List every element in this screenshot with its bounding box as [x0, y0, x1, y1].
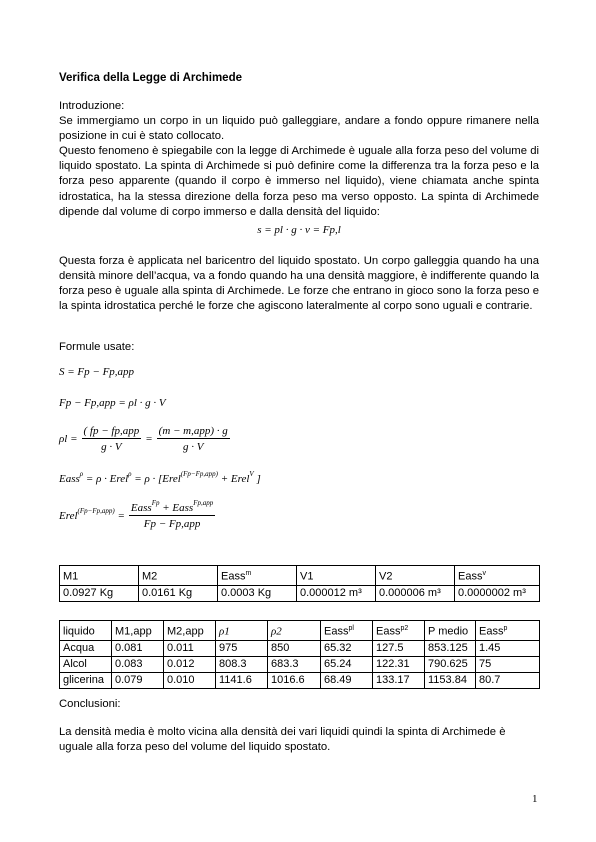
table-cell: 75 — [476, 656, 540, 672]
table-cell: 133.17 — [373, 672, 425, 688]
intro-paragraph-2: Questo fenomeno è spiegabile con la legge di Archimede è uguale alla forza peso del volume di liquido spostato. La spinta di Archimede si può definire come la differenza tra la forza peso e la forza peso apparente (quando il corpo è immerso nel liquido), viene chiamata anche spinta idrostatica, ha la stessa direzione della forza peso ma verso opposto. La spinta di Archimede dipende dal volume di corpo immerso e dalla densità del liquido: — [59, 145, 539, 218]
table-cell: 1141.6 — [216, 672, 268, 688]
formula-5-den: Fp − Fp,app — [143, 518, 201, 530]
intro-heading: Introduzione: — [59, 100, 125, 112]
table-header-cell: Eass$^{pl}$ — [321, 621, 373, 641]
liquids-table — [59, 620, 540, 689]
intro-section — [59, 99, 539, 220]
table-cell: glicerina — [60, 672, 112, 688]
formula-4-part: + Erel — [217, 473, 250, 485]
table-header-cell: Eass$^v$ — [455, 566, 540, 586]
table-header-row — [60, 621, 540, 641]
formula-4-sup: V — [249, 470, 254, 478]
table-cell: 0.0161 Kg — [139, 585, 218, 601]
formulas-heading: Formule usate: — [59, 341, 135, 353]
table-cell: 65.24 — [321, 656, 373, 672]
formula-5-part: Erel — [59, 510, 78, 522]
table-cell: 1.45 — [476, 640, 540, 656]
formula-5-part: + Eass — [159, 502, 194, 514]
formula-5-part: Eass — [130, 502, 152, 514]
formula-3-den-2: g · V — [182, 441, 204, 453]
formula-5-part: = — [114, 510, 125, 522]
formula-4-part: ] — [253, 473, 261, 485]
table-cell: Acqua — [60, 640, 112, 656]
table-row — [60, 672, 540, 688]
formula-4-part: Eass — [59, 473, 80, 485]
formula-3-fraction-2 — [157, 425, 230, 453]
table-cell: Alcol — [60, 656, 112, 672]
table-cell: 0.011 — [164, 640, 216, 656]
table-cell: 0.083 — [112, 656, 164, 672]
table-cell: 850 — [268, 640, 321, 656]
conclusions-text: La densità media è molto vicina alla densità dei vari liquidi quindi la spinta di Archimede è uguale alla forza peso del volume del liquido spostato. — [59, 726, 506, 754]
intro-paragraph-1: Se immergiamo un corpo in un liquido può galleggiare, andare a fondo oppure rimanere nella posizione in cui è stato collocato. — [59, 115, 539, 143]
table-cell: 0.010 — [164, 672, 216, 688]
formula-5-sup: Fp,app — [193, 499, 214, 507]
formula-4 — [59, 470, 261, 485]
table-cell: 683.3 — [268, 656, 321, 672]
formula-5-sup: Fp — [151, 499, 160, 507]
formula-3-equals: = — [145, 433, 153, 445]
formula-4-part: = ρ · Erel — [83, 473, 129, 485]
table-cell: 1153.84 — [425, 672, 476, 688]
formula-4-part: = ρ · [Erel — [131, 473, 181, 485]
table-cell: 0.0000002 m³ — [455, 585, 540, 601]
table-header-cell: M2,app — [164, 621, 216, 641]
table-row — [60, 656, 540, 672]
formula-4-sup: ρ — [79, 470, 84, 478]
table-header-cell: Eass$^p$ — [476, 621, 540, 641]
formula-1: S = Fp − Fp,app — [59, 366, 135, 378]
table-header-cell: Eass$^{p2}$ — [373, 621, 425, 641]
table-row — [60, 585, 540, 601]
table-cell: 853.125 — [425, 640, 476, 656]
table-header-cell: ρ2 — [268, 621, 321, 641]
table-cell: 0.081 — [112, 640, 164, 656]
page-number: 1 — [532, 793, 538, 805]
table-cell: 127.5 — [373, 640, 425, 656]
formula-3-num-2: (m − m,app) · g — [158, 425, 228, 437]
formula-3-fraction-1 — [82, 425, 142, 453]
table-cell: 65.32 — [321, 640, 373, 656]
table-cell: 0.079 — [112, 672, 164, 688]
table-header-cell: P medio — [425, 621, 476, 641]
table-header-cell: M2 — [139, 566, 218, 586]
table-cell: 0.0927 Kg — [60, 585, 139, 601]
table-header-cell: M1 — [60, 566, 139, 586]
document-title: Verifica della Legge di Archimede — [59, 72, 243, 84]
archimedes-equation: s = pl · g · v = Fp,l — [257, 224, 341, 236]
intro-paragraph-3: Questa forza è applicata nel baricentro del liquido spostato. Un corpo galleggia quando ha una densità minore dell’acqua, va a fondo quando ha una densità maggiore, è indifferente quando la forza peso è uguale alla spinta di Archimede. Le forze che entrano in gioco sono la forza peso e la spinta idrostatica perché le forze che agiscono lateralmente al corpo sono uguali e contrarie. — [59, 255, 539, 313]
table-header-cell: V2 — [376, 566, 455, 586]
table-cell: 122.31 — [373, 656, 425, 672]
formula-4-sup: (Fp−Fp,app) — [180, 470, 218, 478]
table-header-cell: M1,app — [112, 621, 164, 641]
table-cell: 0.000006 m³ — [376, 585, 455, 601]
formula-3-lhs: ρl = — [59, 433, 78, 445]
formula-5-sup: (Fp−Fp,app) — [77, 507, 115, 515]
formula-5-fraction — [129, 499, 215, 530]
table-cell: 0.012 — [164, 656, 216, 672]
table-header-cell: V1 — [297, 566, 376, 586]
table-cell: 975 — [216, 640, 268, 656]
table-cell: 0.000012 m³ — [297, 585, 376, 601]
formula-4-sup: ρ — [128, 470, 132, 478]
formula-3-den-1: g · V — [101, 441, 122, 453]
table-cell: 790.625 — [425, 656, 476, 672]
table-cell: 80.7 — [476, 672, 540, 688]
formula-3-num-1: ( fp − fp,app — [83, 425, 140, 437]
formula-3 — [59, 425, 230, 453]
formula-5-num — [129, 499, 215, 516]
table-header-cell: Eass$^m$ — [218, 566, 297, 586]
table-cell: 1016.6 — [268, 672, 321, 688]
table-cell: 0.0003 Kg — [218, 585, 297, 601]
table-header-cell: ρ1 — [216, 621, 268, 641]
table-header-cell: liquido — [60, 621, 112, 641]
formula-5 — [59, 499, 215, 530]
table-cell: 68.49 — [321, 672, 373, 688]
table-header-row — [60, 566, 540, 586]
formula-2: Fp − Fp,app = ρl · g · V — [59, 397, 166, 409]
conclusions-heading: Conclusioni: — [59, 698, 121, 710]
measurements-table — [59, 565, 540, 602]
table-row — [60, 640, 540, 656]
table-cell: 808.3 — [216, 656, 268, 672]
formula-5-lhs — [59, 507, 125, 522]
